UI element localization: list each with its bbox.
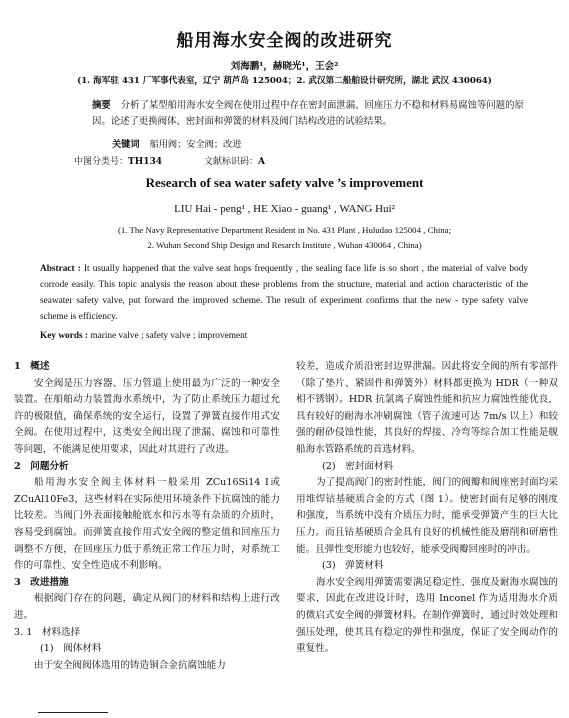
doc-code-value: A — [258, 157, 266, 167]
keywords-en — [40, 331, 247, 341]
body-paragraph: 由于安全阀阀体选用的铸造铜合金抗腐蚀能力 — [34, 659, 226, 671]
section-heading: 1 概述 — [14, 361, 50, 372]
affiliation-en-1: (1. The Navy Representative Department Resident in No. 431 Plant , Huludao 125004 , China; — [117, 225, 452, 235]
abstract-en-text: It usually happened that the valve seat hops frequently , the sealing face life is so short , the material of valve body corrode easily. This topic analysis the reason about these problems from the structure, material and action characteristic of the seawater safety valve, put forward the improved scheme. The result of experiment confirms that the new - type safety valve scheme is efficiency. — [40, 264, 528, 322]
text-underline-mark — [38, 712, 108, 713]
clc-value: TH134 — [128, 157, 163, 167]
classification-line — [74, 154, 265, 167]
affiliation-cn: (1. 海军驻 431 厂军事代表室，辽宁 葫芦岛 125004；2. 武汉第二船舶设计研究所，湖北 武汉 430064) — [77, 76, 492, 86]
body-column-right — [296, 359, 558, 658]
section-heading: 2 问题分析 — [14, 460, 69, 472]
abstract-cn-label: 摘要 — [92, 100, 111, 111]
authors-en: LIU Hai - peng¹ , HE Xiao - guang¹ , WANG Hui² — [174, 203, 395, 215]
body-paragraph: 根据阀门存在的问题，确定从阀门的材料和结构上进行改进。 — [14, 593, 280, 621]
body-paragraph: 安全阀是压力容器、压力管道上使用最为广泛的一种安全装置。在船舶动力装置海水系统中，为了防止系统压力超过允许的极限值，确保系统的安全运行，设置了弹簧直接作用式安全阀。在使用过程中，这类安全阀出现了泄漏、腐蚀和可靠性等问题，不能满足使用要求，因此对其进行了改进。 — [14, 377, 280, 455]
body-paragraph: 海水安全阀用弹簧需要满足稳定性、强度及耐海水腐蚀的要求，因此在改进设计时，选用 Inconel 作为适用海水介质的微启式安全阀的弹簧材料。在制作弹簧时，通过时效处理和强压处理，使其具有稳定的弹性和强度，保证了安全阀动作的重复性。 — [296, 576, 558, 655]
subsection-heading: (3) 弹簧材料 — [322, 560, 384, 572]
keywords-en-label: Key words : — [40, 331, 89, 341]
body-column-left — [14, 359, 280, 674]
abstract-en — [40, 261, 528, 325]
subsection-heading: (2) 密封面材料 — [322, 460, 394, 472]
body-paragraph: 船用海水安全阀主体材料一般采用 ZCu16Si14 Ⅰ或 ZCuAl10Fe3，这些材料在实际使用环境条件下抗腐蚀的能力比较差。当阀门外表面接触舱底水和污水等有杂质的介质时，容易受到腐蚀。而弹簧直接作用式安全阀的整定值和回座压力调整不方便，在回座压力低于系统正常工作压力时，对系统工作的可靠性、安全性造成不利影响。 — [14, 477, 280, 572]
abstract-en-label: Abstract : — [40, 264, 81, 274]
body-paragraph: 为了提高阀门的密封性能，阀门的阀瓣和阀座密封面均采用堆焊钴基硬质合金的方式（图 1）。使密封面有足够的刚度和强度，当系统中没有介质压力时，能承受弹簧产生的巨大比压力。而且钴基硬质合金具有良好的机械性能及磨削和研磨性能。且弹性变形能力也较好，能承受阀瓣回座时的冲击。 — [296, 477, 558, 555]
keywords-cn-label: 关键词 — [112, 139, 140, 150]
abstract-cn-text: 分析了某型船用海水安全阀在使用过程中存在密封面泄漏、回座压力不稳和材料易腐蚀等问题的原因。论述了更换阀体、密封面和弹簧的材料及阀门结构改进的试验结果。 — [92, 100, 524, 127]
paper-title-en: Research of sea water safety valve ’s improvement — [145, 175, 424, 190]
abstract-cn — [92, 98, 532, 130]
keywords-en-text: marine valve ; safety valve ; improvement — [90, 331, 248, 341]
section-heading: 3 改进措施 — [14, 576, 69, 588]
affiliation-en-2: 2. Wuhan Second Ship Design and Resarch Institute , Wuhan 430064 , China) — [147, 240, 422, 250]
keywords-cn — [112, 136, 241, 150]
subsection-heading: (1) 阀体材料 — [40, 643, 102, 655]
doc-code-label: 文献标识码： — [204, 157, 259, 167]
body-paragraph: 较差，造成介质沿密封边界泄漏。因此将安全阀的所有零部件（除了垫片、紧固件和弹簧外）材料都更换为 HDR（一种双相不锈钢）。HDR 抗氯离子腐蚀性能和抗应力腐蚀性能优良，具有较好的耐海水冲刷腐蚀（管子流速可达 7m/s 以上）和较强的耐砂侵蚀性能，其良好的焊接、冷弯等综合加工性能是舰船海水管路系统的首选材料。 — [296, 361, 558, 455]
subsection-heading: 3. 1 材料选择 — [14, 626, 81, 638]
keywords-cn-text: 船用阀；安全阀；改进 — [149, 139, 242, 150]
authors-cn: 刘海鹏¹，赫晓光¹，王会² — [230, 61, 339, 72]
paper-title-cn: 船用海水安全阀的改进研究 — [176, 31, 393, 51]
clc-label: 中图分类号： — [74, 157, 129, 167]
